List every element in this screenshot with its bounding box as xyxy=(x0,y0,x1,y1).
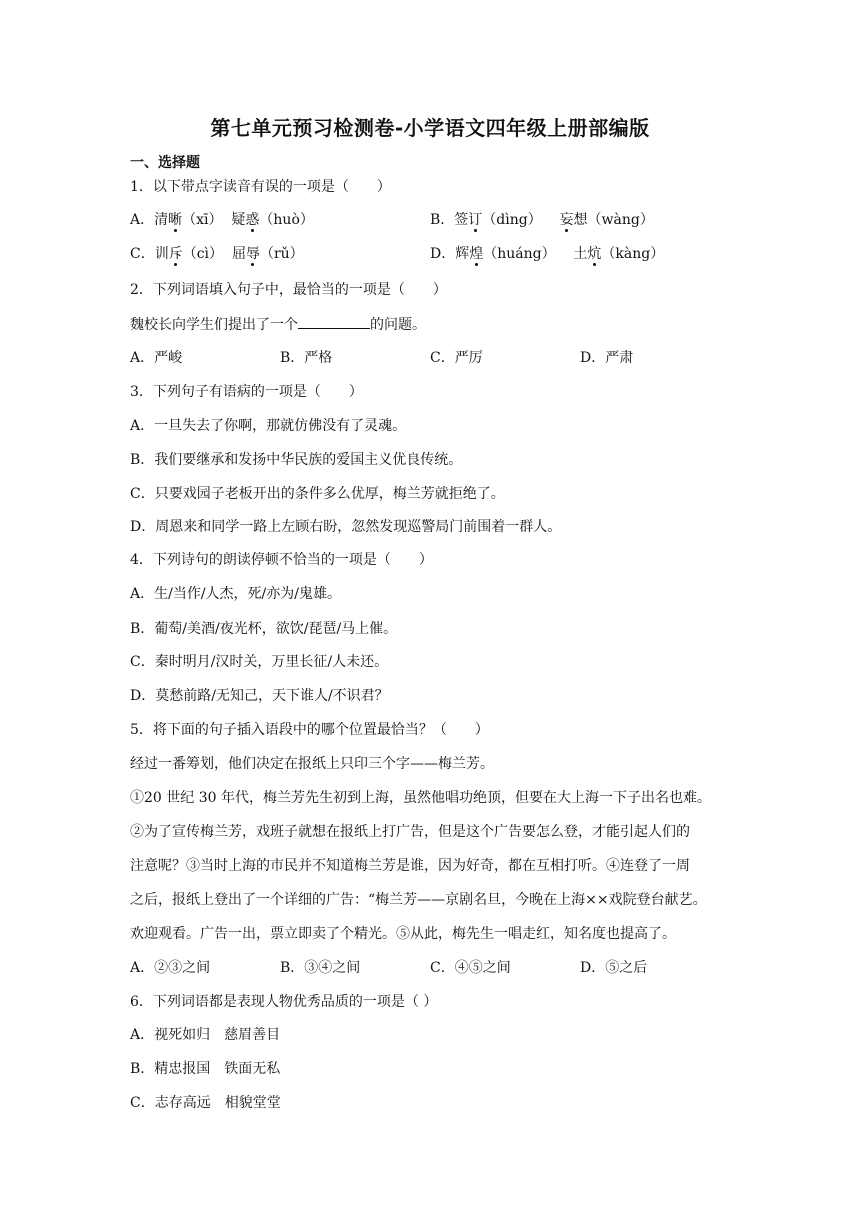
emphasis-dot-char: 斥 xyxy=(168,246,183,262)
q1-option-a: A．清晰（xī） 疑惑（huò） xyxy=(130,212,314,228)
q3-option-c: C．只要戏园子老板开出的条件多么优厚，梅兰芳就拒绝了。 xyxy=(130,486,505,502)
question-5-sentence: 经过一番筹划，他们决定在报纸上只印三个字——梅兰芳。 xyxy=(130,756,494,772)
question-4-stem: 4．下列诗句的朗读停顿不恰当的一项是（ ） xyxy=(130,552,433,568)
q1-option-b: B．签订（dìng） 妄想（wàng） xyxy=(430,212,654,228)
q4-option-b: B．葡萄/美酒/夜光杯，欲饮/琵琶/马上催。 xyxy=(130,621,398,637)
emphasis-dot-char: 惑 xyxy=(245,212,260,228)
question-2-stem: 2．下列词语填入句子中，最恰当的一项是（ ） xyxy=(130,282,447,298)
emphasis-dot-char: 炕 xyxy=(587,246,602,262)
q3-option-d: D．周恩来和同学一路上左顾右盼，忽然发现巡警局门前围着一群人。 xyxy=(130,519,562,535)
emphasis-dot-char: 妄 xyxy=(559,212,574,228)
emphasis-dot-char: 晰 xyxy=(168,212,183,228)
question-5-stem: 5．将下面的句子插入语段中的哪个位置最恰当？（ ） xyxy=(130,722,489,738)
q3-option-a: A．一旦失去了你啊，那就仿佛没有了灵魂。 xyxy=(130,418,407,434)
passage-line: 之后，报纸上登出了一个详细的广告：“梅兰芳——京剧名旦，今晚在上海××戏院登台献艺。 xyxy=(130,892,707,908)
section-heading: 一、选择题 xyxy=(130,155,200,171)
emphasis-dot-char: 煌 xyxy=(469,246,484,262)
q5-option-c: C．④⑤之间 xyxy=(430,960,511,976)
passage-line: ②为了宣传梅兰芳，戏班子就想在报纸上打广告，但是这个广告要怎么登，才能引起人们的 xyxy=(130,824,690,840)
emphasis-dot-char: 订 xyxy=(468,212,483,228)
q6-option-c: C．志存高远 相貌堂堂 xyxy=(130,1095,281,1111)
q3-option-b: B．我们要继承和发扬中华民族的爱国主义优良传统。 xyxy=(130,452,463,468)
q1-option-c: C．训斥（cì） 屈辱（rǔ） xyxy=(130,246,304,262)
q2-option-b: B．严格 xyxy=(280,350,333,366)
question-3-stem: 3．下列句子有语病的一项是（ ） xyxy=(130,384,363,400)
question-2-sentence: 魏校长向学生们提出了一个 的问题。 xyxy=(130,314,426,335)
q2-option-a: A．严峻 xyxy=(130,350,183,366)
q5-option-a: A．②③之间 xyxy=(130,960,211,976)
question-1-stem: 1．以下带点字读音有误的一项是（ ） xyxy=(130,179,391,195)
q4-option-a: A．生/当作/人杰，死/亦为/鬼雄。 xyxy=(130,586,341,602)
q5-option-d: D．⑤之后 xyxy=(580,960,648,976)
q4-option-d: D．莫愁前路/无知己，天下谁人/不识君？ xyxy=(130,688,389,704)
emphasis-dot-char: 辱 xyxy=(245,246,260,262)
q1-option-d: D．辉煌（huáng） 土炕（kàng） xyxy=(430,246,665,262)
q5-option-b: B．③④之间 xyxy=(280,960,361,976)
q6-option-b: B．精忠报国 铁面无私 xyxy=(130,1061,281,1077)
passage-line: ①20 世纪 30 年代，梅兰芳先生初到上海，虽然他唱功绝顶，但要在大上海一下子出名也难。 xyxy=(130,790,711,806)
page-title: 第七单元预习检测卷-小学语文四年级上册部编版 xyxy=(210,116,650,140)
question-6-stem: 6．下列词语都是表现人物优秀品质的一项是（ ） xyxy=(130,994,438,1010)
q4-option-c: C．秦时明月/汉时关，万里长征/人未还。 xyxy=(130,654,389,670)
q6-option-a: A．视死如归 慈眉善目 xyxy=(130,1027,281,1043)
passage-line: 注意呢？③当时上海的市民并不知道梅兰芳是谁，因为好奇，都在互相打听。④连登了一周 xyxy=(130,858,690,874)
q2-option-d: D．严肃 xyxy=(580,350,634,366)
fill-blank xyxy=(298,314,370,329)
q2-option-c: C．严厉 xyxy=(430,350,483,366)
passage-line: 欢迎观看。广告一出，票立即卖了个精光。⑤从此，梅先生一唱走红，知名度也提高了。 xyxy=(130,926,676,942)
